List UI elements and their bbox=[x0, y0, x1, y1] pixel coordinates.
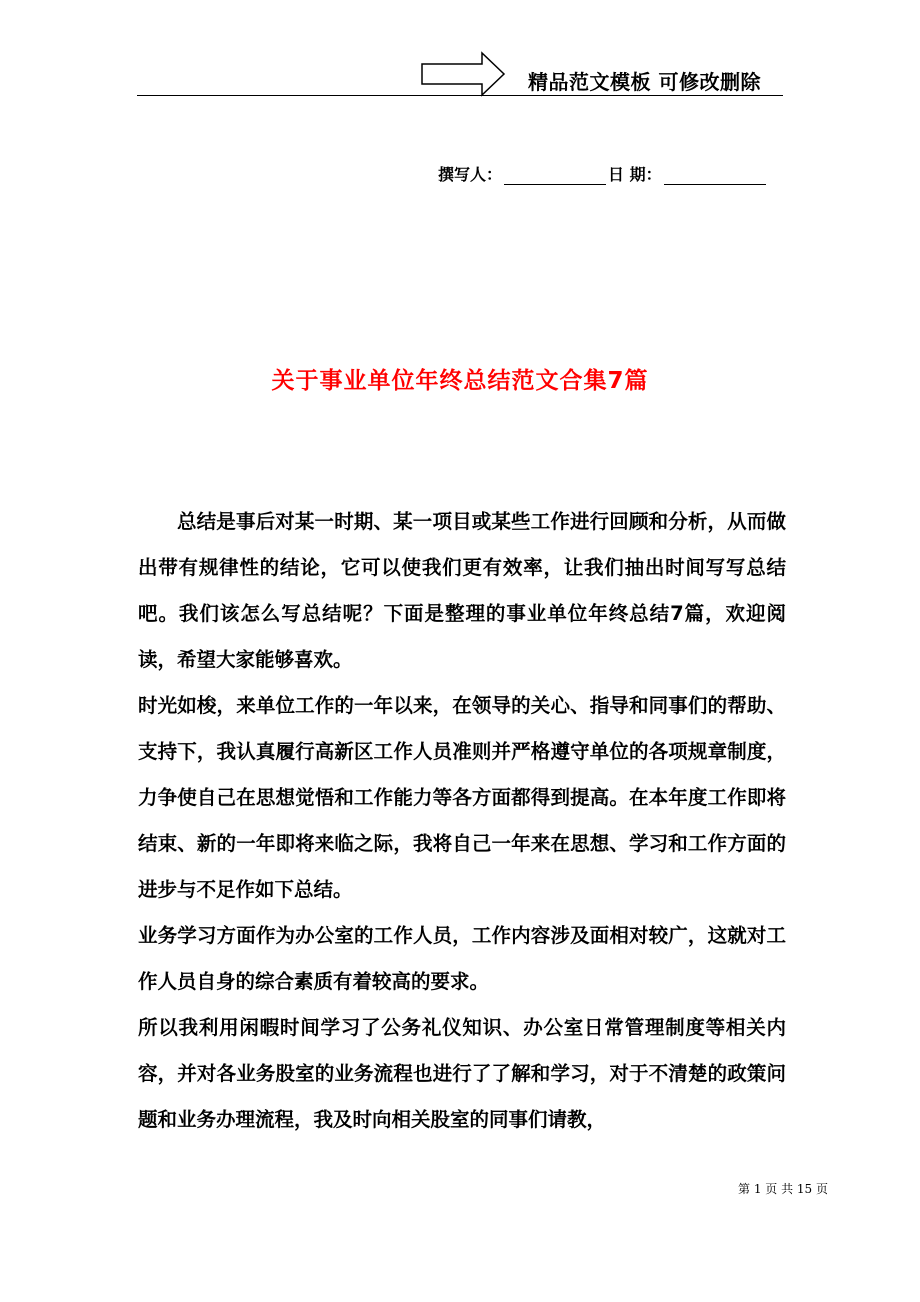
paragraph: 业务学习方面作为办公室的工作人员，工作内容涉及面相对较广，这就对工作人员自身的综合素质有着较高的要求。 bbox=[138, 924, 786, 993]
date-label: 日 期： bbox=[608, 165, 662, 184]
paragraph: 时光如梭，来单位工作的一年以来，在领导的关心、指导和同事们的帮助、支持下，我认真履行高新区工作人员准则并严格遵守单位的各项规章制度，力争使自己在思想觉悟和工作能力等各方面都得到提高。在本年度工作即将结束、新的一年即将来临之际，我将自己一年来在思想、学习和工作方面的进步与不足作如下总结。 bbox=[138, 694, 786, 901]
document-title: 关于事业单位年终总结范文合集7篇 bbox=[271, 368, 649, 394]
arrow-icon bbox=[420, 50, 510, 98]
paragraph: 所以我利用闲暇时间学习了公务礼仪知识、办公室日常管理制度等相关内容，并对各业务股室的业务流程也进行了了解和学习，对于不清楚的政策问题和业务办理流程，我及时向相关股室的同事们请教， bbox=[138, 1016, 786, 1131]
date-blank-field[interactable] bbox=[664, 166, 766, 185]
document-body bbox=[138, 499, 786, 1143]
paragraph: 总结是事后对某一时期、某一项目或某些工作进行回顾和分析，从而做出带有规律性的结论，它可以使我们更有效率，让我们抽出时间写写总结吧。我们该怎么写总结呢？下面是整理的事业单位年终总结7篇，欢迎阅读，希望大家能够喜欢。 bbox=[138, 510, 786, 671]
header-divider bbox=[137, 95, 783, 96]
author-label: 撰写人： bbox=[438, 165, 503, 184]
page-number: 第 1 页 共 15 页 bbox=[738, 1182, 828, 1196]
header-banner-text: 精品范文模板 可修改删除 bbox=[528, 70, 761, 94]
author-blank-field[interactable] bbox=[504, 166, 606, 185]
author-date-line bbox=[438, 162, 768, 185]
